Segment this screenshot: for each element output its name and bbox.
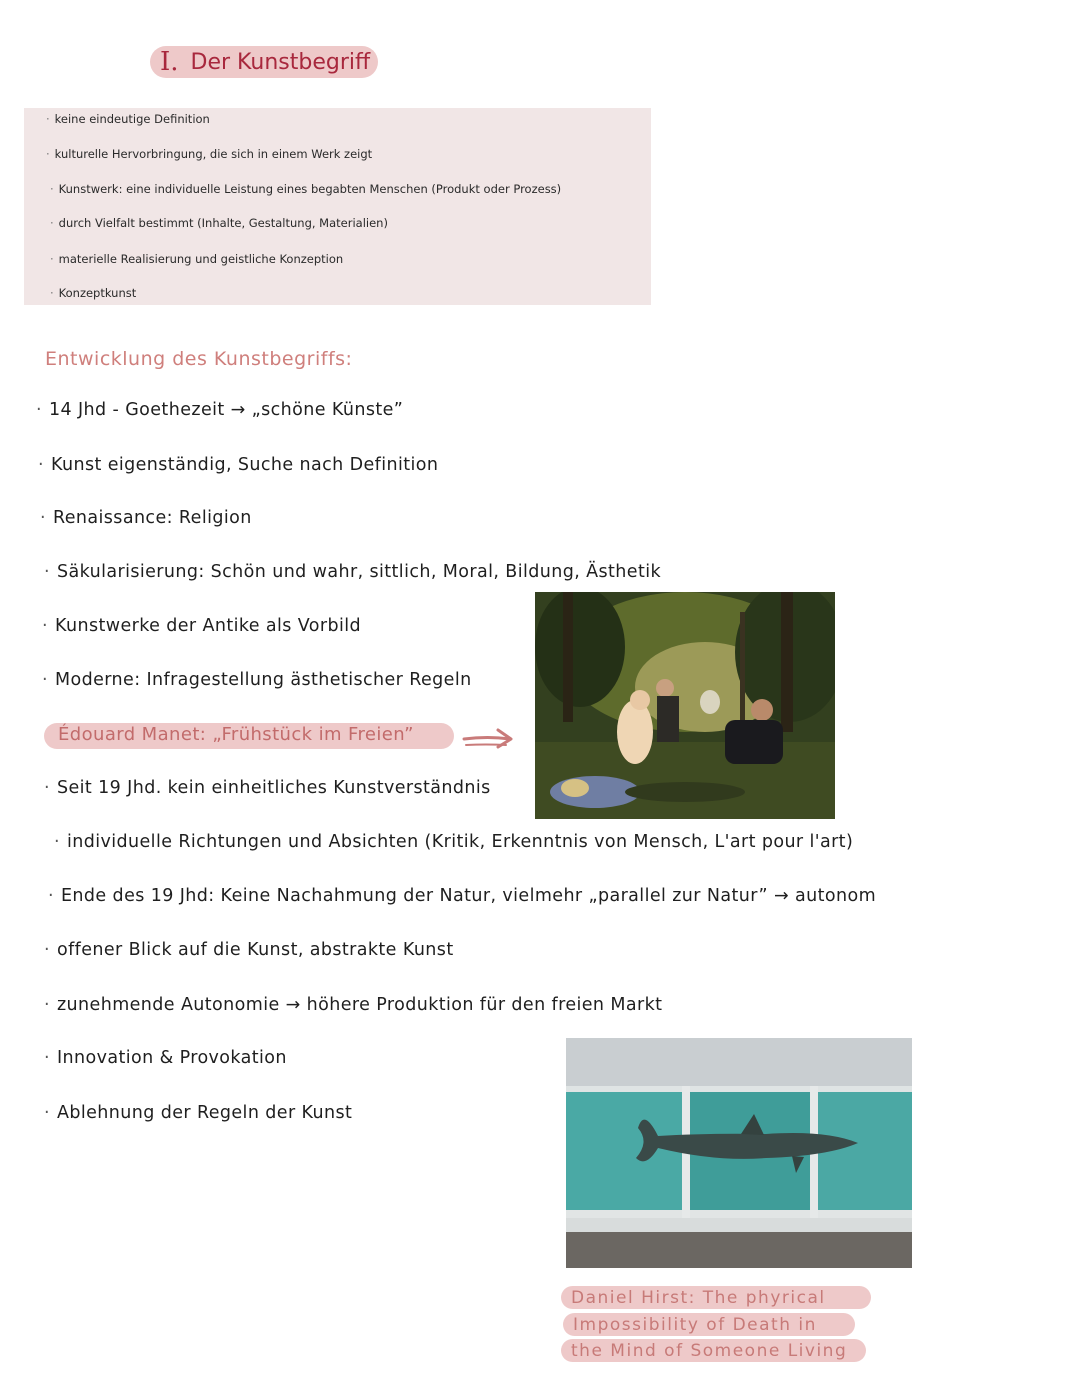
definition-item: · Konzeptkunst xyxy=(50,286,136,300)
list-item: · Innovation & Provokation xyxy=(44,1048,287,1068)
list-item: · 14 Jhd - Goethezeit → „schöne Künste” xyxy=(36,400,403,420)
manet-painting xyxy=(535,592,835,819)
list-item: · zunehmende Autonomie → höhere Produktion für den freien Markt xyxy=(44,995,662,1015)
hirst-caption-line: Daniel Hirst: The phyrical xyxy=(561,1286,871,1309)
list-item: · Renaissance: Religion xyxy=(40,508,252,528)
definition-box xyxy=(24,108,651,305)
list-item: · Säkularisierung: Schön und wahr, sittlich, Moral, Bildung, Ästhetik xyxy=(44,562,661,582)
title-text: Der Kunstbegriff xyxy=(190,49,371,75)
definition-item: · durch Vielfalt bestimmt (Inhalte, Gestaltung, Materialien) xyxy=(50,216,388,230)
hirst-caption-line: Impossibility of Death in xyxy=(563,1313,855,1336)
arrow-right-icon xyxy=(462,726,514,750)
list-item: · Ende des 19 Jhd: Keine Nachahmung der Natur, vielmehr „parallel zur Natur” → autonom xyxy=(48,886,876,906)
list-item: · Kunstwerke der Antike als Vorbild xyxy=(42,616,361,636)
hirst-shark-photo xyxy=(566,1038,912,1268)
definition-item: · keine eindeutige Definition xyxy=(46,112,210,126)
list-item: · Seit 19 Jhd. kein einheitliches Kunstverständnis xyxy=(44,778,491,798)
page-title xyxy=(150,46,378,78)
definition-item: · kulturelle Hervorbringung, die sich in einem Werk zeigt xyxy=(46,147,372,161)
list-item: · Ablehnung der Regeln der Kunst xyxy=(44,1103,352,1123)
section-heading: Entwicklung des Kunstbegriffs: xyxy=(45,348,353,370)
manet-highlight: Édouard Manet: „Frühstück im Freien” xyxy=(58,724,414,745)
title-numeral: I. xyxy=(160,47,179,77)
list-item: · Moderne: Infragestellung ästhetischer Regeln xyxy=(42,670,472,690)
definition-item: · materielle Realisierung und geistliche Konzeption xyxy=(50,252,343,266)
list-item: · individuelle Richtungen und Absichten (Kritik, Erkenntnis von Mensch, L'art pour l'art) xyxy=(54,832,853,852)
list-item: · offener Blick auf die Kunst, abstrakte Kunst xyxy=(44,940,454,960)
definition-item: · Kunstwerk: eine individuelle Leistung eines begabten Menschen (Produkt oder Prozess) xyxy=(50,182,561,196)
hirst-caption-line: the Mind of Someone Living xyxy=(561,1339,866,1362)
list-item: · Kunst eigenständig, Suche nach Definition xyxy=(38,455,438,475)
